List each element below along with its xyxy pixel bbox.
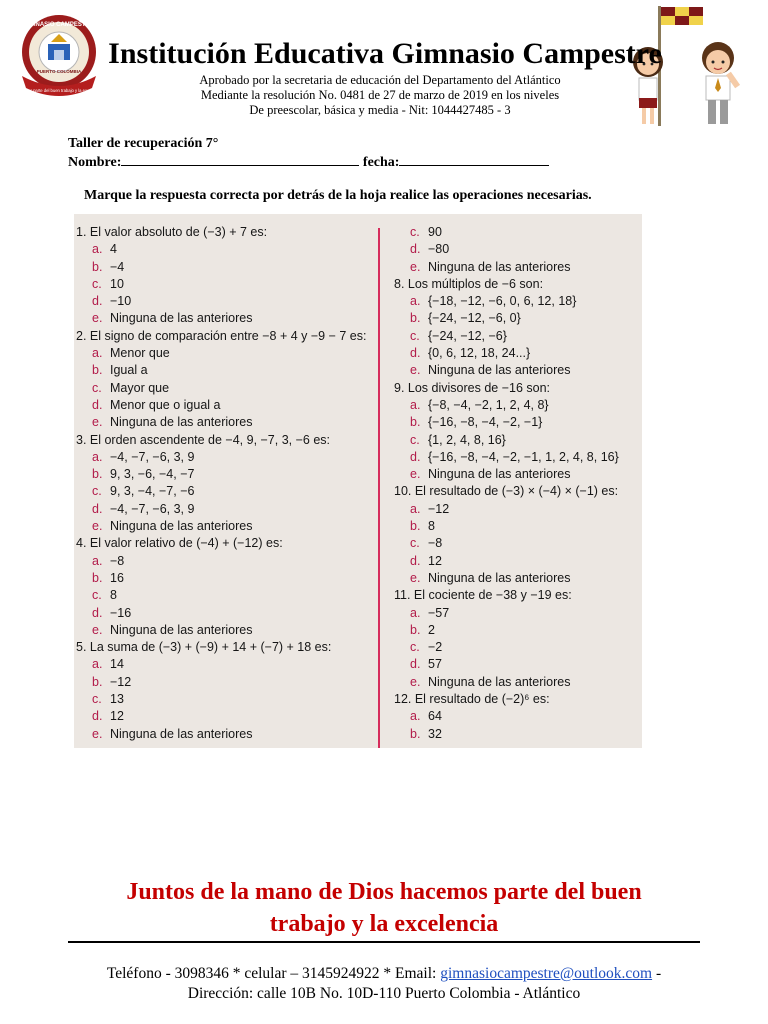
answer-option[interactable]	[394, 293, 640, 310]
answer-option[interactable]	[76, 674, 372, 691]
answer-option[interactable]	[76, 466, 372, 483]
approval-line: Aprobado por la secretaria de educación del Departamento del Atlántico	[199, 73, 561, 87]
option-letter: a.	[92, 657, 103, 672]
answer-option[interactable]	[394, 259, 640, 276]
option-text: 90	[428, 225, 442, 239]
option-text: −4, −7, −6, 3, 9	[110, 501, 195, 516]
question-text: 8. Los múltiplos de −6 son:	[394, 276, 544, 291]
question-text: 9. Los divisores de −16 son:	[394, 380, 550, 395]
option-text: 9, 3, −4, −7, −6	[110, 484, 195, 499]
motto-line-2: trabajo y la excelencia	[269, 911, 499, 937]
answer-option[interactable]	[76, 293, 372, 310]
option-text: {−16, −8, −4, −2, −1}	[428, 415, 543, 430]
option-text: Ninguna de las anteriores	[110, 726, 253, 741]
option-letter: d.	[410, 242, 421, 257]
option-letter: d.	[410, 346, 421, 361]
answer-option[interactable]	[394, 397, 640, 414]
option-letter: d.	[92, 397, 103, 412]
answer-option[interactable]	[76, 276, 372, 293]
option-text: −12	[110, 674, 132, 689]
option-letter: e.	[92, 415, 103, 430]
answer-option[interactable]	[76, 656, 372, 673]
option-text: 13	[110, 692, 124, 707]
answer-option[interactable]	[76, 362, 372, 379]
option-letter: d.	[410, 553, 421, 568]
option-text: 64	[428, 709, 442, 724]
option-text: −4, −7, −6, 3, 9	[110, 449, 195, 464]
logo-ribbon-text: Tu hacer parte del buen trabajo y la excelencia	[18, 88, 100, 93]
contact-line	[30, 964, 738, 984]
question-text: 5. La suma de (−3) + (−9) + 14 + (−7) + 18 es:	[76, 640, 332, 655]
option-letter: b.	[410, 519, 421, 534]
option-letter: b.	[92, 570, 103, 585]
option-text: {−24, −12, −6}	[428, 328, 507, 343]
option-letter: c.	[92, 484, 102, 499]
option-text: Ninguna de las anteriores	[110, 622, 253, 637]
answer-option[interactable]	[76, 310, 372, 327]
name-date-row	[68, 153, 549, 171]
option-text: 12	[428, 553, 442, 568]
option-letter: e.	[92, 622, 103, 637]
option-text: Menor que	[110, 346, 170, 361]
option-text: 12	[110, 709, 124, 724]
option-letter: d.	[410, 657, 421, 672]
question-text: 1. El valor absoluto de (−3) + 7 es:	[76, 225, 268, 239]
school-title: Institución Educativa Gimnasio Campestre	[108, 37, 662, 70]
option-letter: c.	[92, 588, 102, 603]
worksheet-scan	[74, 214, 642, 748]
phone-text: Teléfono - 3098346 * celular – 3145924922 * Email:	[106, 965, 441, 982]
option-text: 8	[428, 519, 435, 534]
option-letter: a.	[410, 294, 421, 309]
answer-option[interactable]	[394, 414, 640, 431]
name-blank[interactable]	[121, 153, 359, 166]
option-letter: b.	[92, 674, 103, 689]
option-letter: b.	[410, 415, 421, 430]
option-letter: e.	[92, 311, 103, 326]
answer-option[interactable]	[394, 726, 640, 743]
answer-option[interactable]	[394, 674, 640, 691]
answer-option[interactable]	[394, 432, 640, 449]
option-letter: b.	[92, 259, 103, 274]
option-text: −8	[110, 553, 125, 568]
option-letter: d.	[92, 709, 103, 724]
answer-option[interactable]	[394, 656, 640, 673]
answer-option[interactable]	[394, 224, 640, 241]
option-letter: a.	[92, 449, 103, 464]
option-text: Ninguna de las anteriores	[110, 311, 253, 326]
answer-option[interactable]	[76, 518, 372, 535]
answer-option[interactable]	[76, 483, 372, 500]
option-text: Ninguna de las anteriores	[428, 363, 571, 378]
answer-option[interactable]	[76, 570, 372, 587]
date-label: fecha:	[362, 155, 400, 170]
option-letter: a.	[92, 346, 103, 361]
option-letter: c.	[410, 432, 420, 447]
answer-option[interactable]	[76, 380, 372, 397]
answer-option[interactable]	[394, 535, 640, 552]
option-letter: e.	[410, 467, 421, 482]
option-text: {−24, −12, −6, 0}	[428, 311, 521, 326]
option-letter: a.	[410, 501, 421, 516]
option-letter: a.	[92, 242, 103, 257]
footer-rule	[68, 941, 700, 943]
option-text: {−16, −8, −4, −2, −1, 1, 2, 4, 8, 16}	[428, 449, 619, 464]
answer-option[interactable]	[76, 691, 372, 708]
option-text: −16	[110, 605, 132, 620]
option-text: Mayor que	[110, 380, 170, 395]
answer-option[interactable]	[394, 639, 640, 656]
question-text: 10. El resultado de (−3) × (−4) × (−1) es:	[394, 484, 619, 499]
option-letter: c.	[410, 536, 420, 551]
option-letter: d.	[92, 294, 103, 309]
question-text: 11. El cociente de −38 y −19 es:	[394, 588, 572, 603]
answer-option[interactable]	[76, 605, 372, 622]
question-text: 4. El valor relativo de (−4) + (−12) es:	[76, 536, 283, 551]
option-text: Ninguna de las anteriores	[428, 674, 571, 689]
date-blank[interactable]	[399, 153, 549, 166]
option-text: 9, 3, −6, −4, −7	[110, 467, 195, 482]
option-text: 8	[110, 588, 117, 603]
option-text: 32	[428, 726, 442, 741]
option-text: Ninguna de las anteriores	[110, 519, 253, 534]
option-letter: e.	[410, 259, 421, 274]
resolution-line: Mediante la resolución No. 0481 de 27 de marzo de 2019 en los niveles	[200, 88, 560, 102]
instructions: Marque la respuesta correcta por detrás de la hoja realice las operaciones necesarias.	[84, 188, 592, 203]
name-label: Nombre:	[68, 155, 122, 170]
answer-option[interactable]	[76, 622, 372, 639]
motto-line-1: Juntos de la mano de Dios hacemos parte del buen	[126, 879, 642, 905]
contact-info	[30, 964, 738, 1004]
option-letter: c.	[410, 640, 420, 655]
option-text: {0, 6, 12, 18, 24...}	[428, 346, 531, 361]
option-letter: b.	[410, 311, 421, 326]
option-letter: c.	[92, 380, 102, 395]
answer-option[interactable]	[394, 708, 640, 725]
answer-option[interactable]	[76, 587, 372, 604]
option-letter: d.	[92, 501, 103, 516]
answer-option[interactable]	[76, 259, 372, 276]
answer-option[interactable]	[394, 518, 640, 535]
option-text: Ninguna de las anteriores	[428, 570, 571, 585]
answer-option[interactable]	[394, 605, 640, 622]
logo-ring-text: GIMNASIO CAMPESTRE	[24, 22, 94, 28]
option-text: −12	[428, 501, 450, 516]
option-text: Ninguna de las anteriores	[428, 259, 571, 274]
option-letter: c.	[92, 692, 102, 707]
answer-option[interactable]	[76, 708, 372, 725]
option-letter: d.	[92, 605, 103, 620]
answer-option[interactable]	[394, 328, 640, 345]
option-letter: e.	[410, 674, 421, 689]
option-text: 2	[428, 622, 435, 637]
answer-option[interactable]	[394, 449, 640, 466]
option-text: 10	[110, 276, 124, 291]
answer-option[interactable]	[76, 414, 372, 431]
option-text: −10	[110, 294, 132, 309]
option-text: {1, 2, 4, 8, 16}	[428, 432, 506, 447]
answer-option[interactable]	[394, 241, 640, 258]
answer-option[interactable]	[394, 310, 640, 327]
option-letter: b.	[410, 726, 421, 741]
question-text: 2. El signo de comparación entre −8 + 4 y −9 − 7 es:	[76, 328, 367, 343]
question-text: 3. El orden ascendente de −4, 9, −7, 3, −6 es:	[76, 432, 331, 447]
option-text: 57	[428, 657, 442, 672]
answer-option[interactable]	[394, 501, 640, 518]
option-text: {−18, −12, −6, 0, 6, 12, 18}	[428, 294, 577, 309]
option-text: 14	[110, 657, 124, 672]
option-text: −57	[428, 605, 450, 620]
option-text: Menor que o igual a	[110, 397, 221, 412]
answer-option[interactable]	[76, 449, 372, 466]
option-text: {−8, −4, −2, 1, 2, 4, 8}	[428, 397, 549, 412]
questions-left-column	[76, 224, 372, 743]
answer-option[interactable]	[394, 622, 640, 639]
option-letter: e.	[92, 726, 103, 741]
option-letter: c.	[92, 276, 102, 291]
option-text: Ninguna de las anteriores	[110, 415, 253, 430]
answer-option[interactable]	[394, 362, 640, 379]
answer-option[interactable]	[76, 397, 372, 414]
option-letter: b.	[92, 467, 103, 482]
school-motto	[40, 876, 728, 940]
option-text: −4	[110, 259, 125, 274]
answer-option[interactable]	[76, 501, 372, 518]
answer-option[interactable]	[394, 570, 640, 587]
answer-option[interactable]	[76, 726, 372, 743]
option-letter: c.	[410, 225, 420, 239]
option-letter: c.	[410, 328, 420, 343]
option-letter: a.	[410, 605, 421, 620]
option-letter: e.	[410, 363, 421, 378]
questions-right-column	[394, 224, 640, 743]
option-letter: a.	[410, 709, 421, 724]
option-letter: a.	[92, 553, 103, 568]
column-divider	[378, 228, 380, 748]
option-text: Igual a	[110, 363, 148, 378]
option-text: −2	[428, 640, 443, 655]
option-letter: e.	[92, 519, 103, 534]
levels-nit-line: De preescolar, básica y media - Nit: 1044427485 - 3	[249, 103, 511, 117]
answer-option[interactable]	[76, 553, 372, 570]
question-text: 12. El resultado de (−2)⁶ es:	[394, 692, 550, 707]
option-text: −80	[428, 242, 450, 257]
option-text: Ninguna de las anteriores	[428, 467, 571, 482]
answer-option[interactable]	[76, 345, 372, 362]
address-line: Dirección: calle 10B No. 10D-110 Puerto Colombia - Atlántico	[187, 985, 581, 1002]
answer-option[interactable]	[76, 241, 372, 258]
answer-option[interactable]	[394, 466, 640, 483]
logo-inner-text: PUERTO COLOMBIA	[36, 69, 82, 74]
email-link[interactable]: gimnasiocampestre@outlook.com	[440, 965, 653, 982]
option-letter: a.	[410, 397, 421, 412]
contact-suffix: -	[652, 965, 662, 982]
option-letter: d.	[410, 449, 421, 464]
option-text: −8	[428, 536, 443, 551]
worksheet-title: Taller de recuperación 7°	[68, 136, 219, 151]
option-letter: b.	[92, 363, 103, 378]
answer-option[interactable]	[394, 553, 640, 570]
option-letter: e.	[410, 570, 421, 585]
answer-option[interactable]	[394, 345, 640, 362]
option-text: 4	[110, 242, 117, 257]
option-letter: b.	[410, 622, 421, 637]
option-text: 16	[110, 570, 124, 585]
